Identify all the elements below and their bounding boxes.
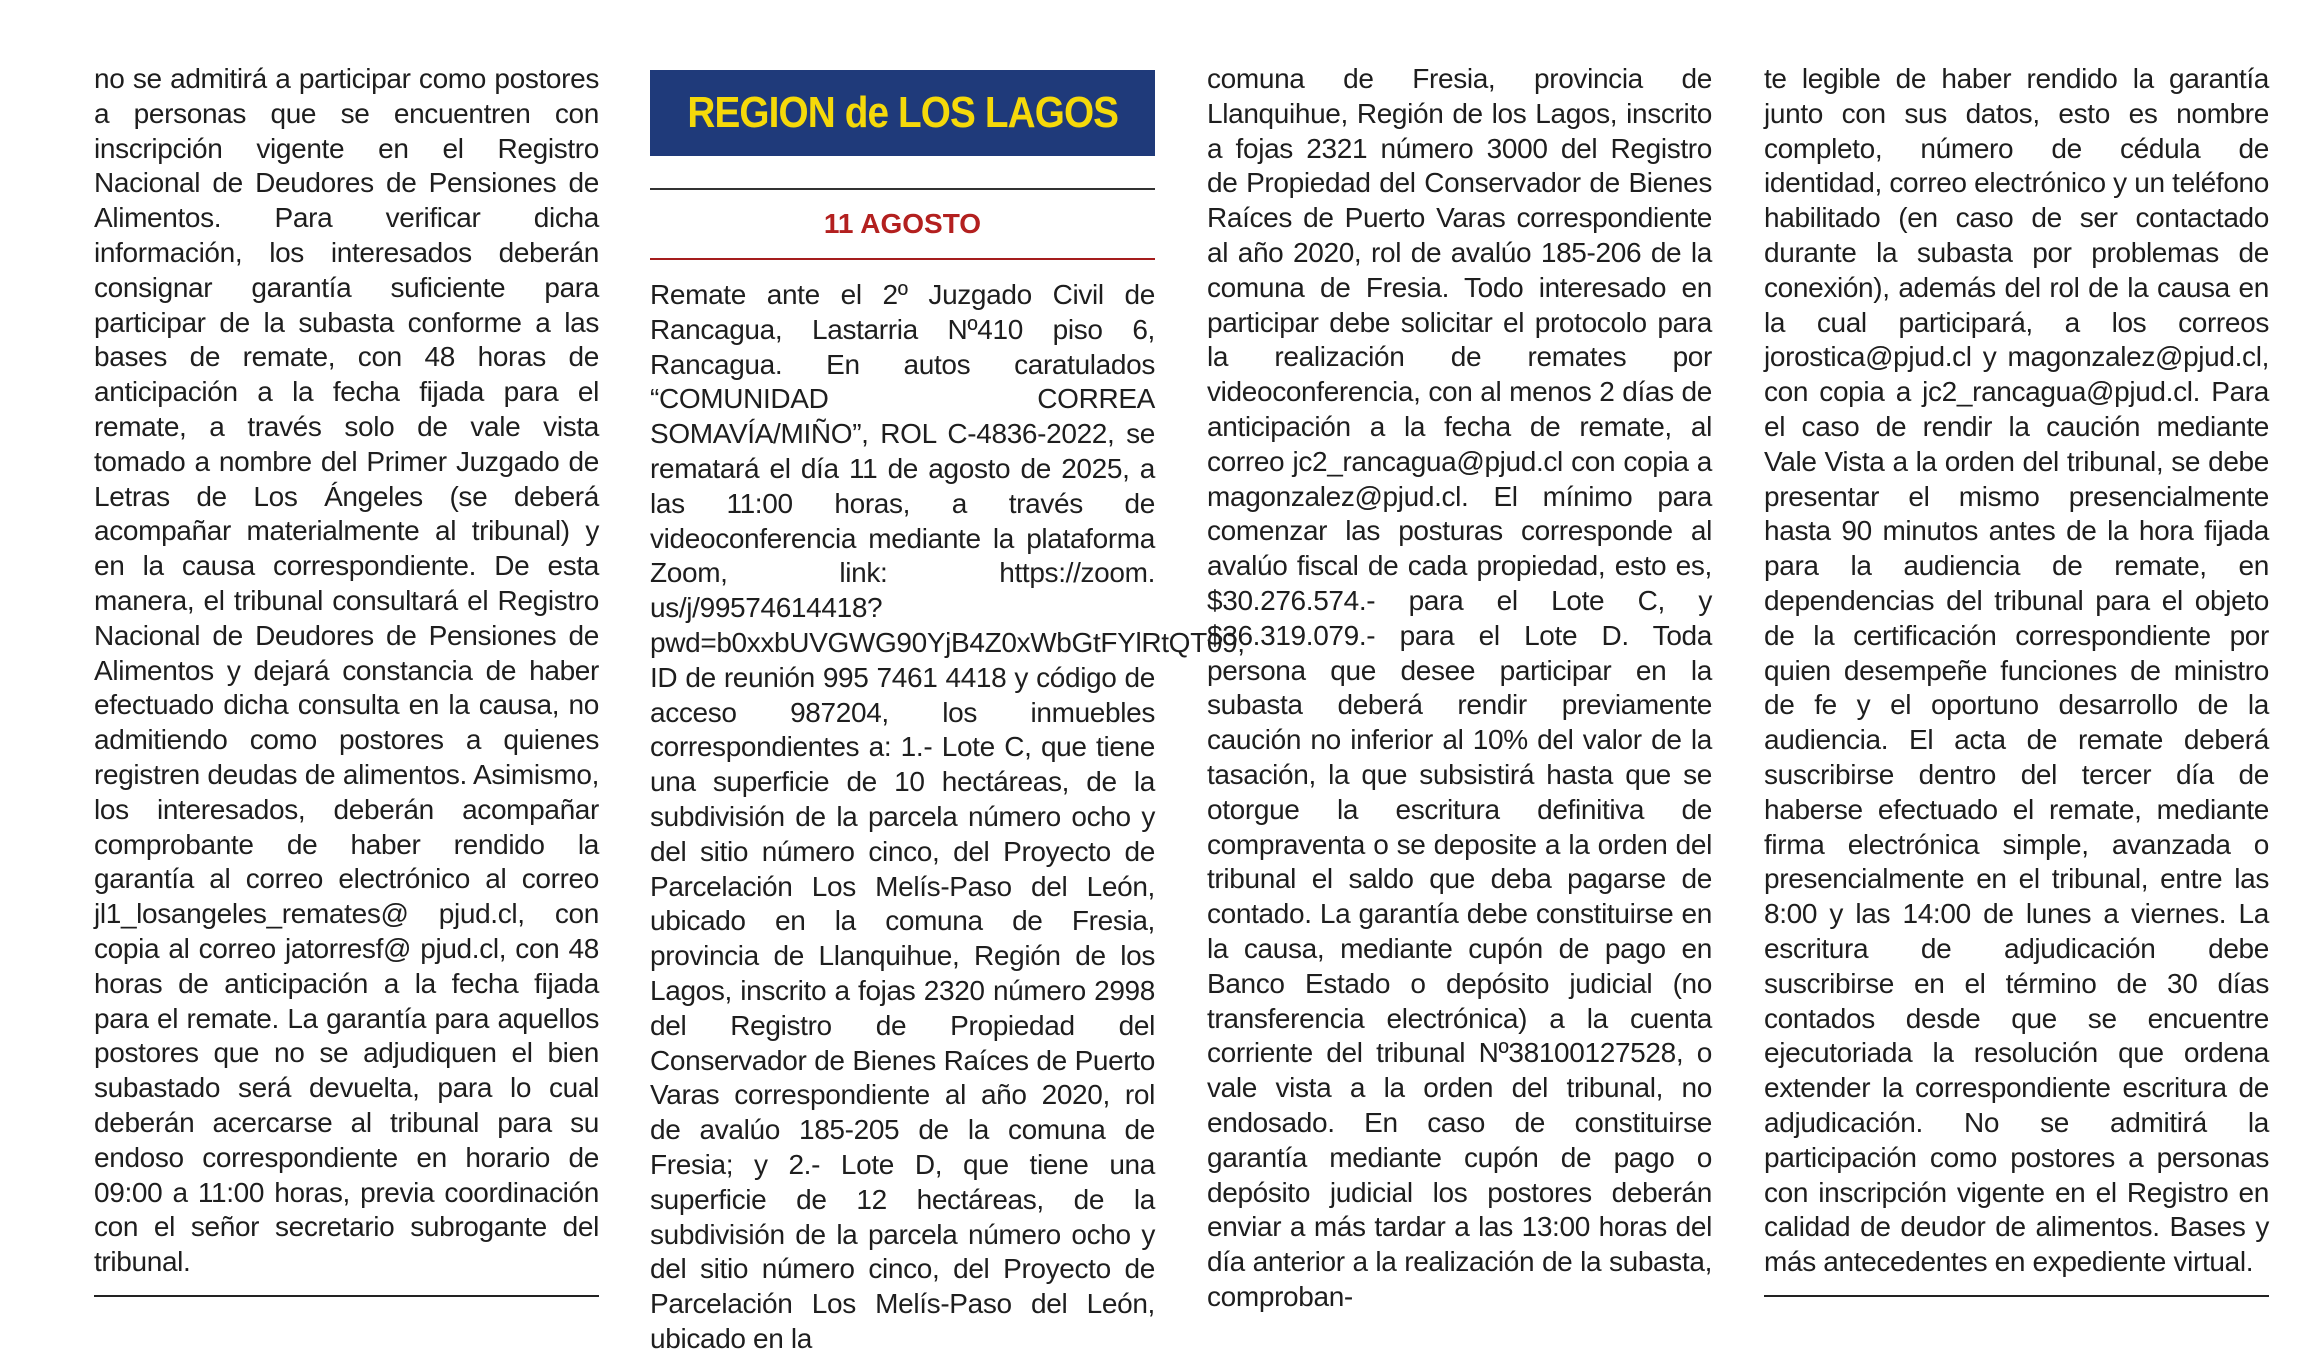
column-3 — [1207, 62, 1712, 1312]
column-1 — [94, 62, 599, 1277]
column-4-text: te legible de haber rendido la garantía junto con sus datos, esto es nombre completo, número de cédula de identidad, correo electrónico y un teléfono habilitado (en caso de ser contactado durante la subasta por problemas de conexión), además del rol de la causa en la cual participará, a los correos jorostica@pjud.cl y magonzalez@pjud.cl, con copia a jc2_rancagua@pjud.cl. Para el caso de rendir la caución mediante Vale Vista a la orden del tribunal, se debe presentar el mismo presencialmente hasta 90 minutos antes de la hora fijada para la audiencia de remate, en dependencias del tribunal para el objeto de la certificación correspondiente por quien desempeñe funciones de ministro de fe y el oportuno desarrollo de la audiencia. El acta de remate deberá suscribirse dentro del tercer día de haberse efectuado el remate, mediante firma electrónica simple, avanzada o presencialmente en el tribunal, entre las 8:00 y las 14:00 de lunes a viernes. La escritura de adjudicación debe suscribirse en el término de 30 días contados desde que se encuentre ejecutoriada la resolución que ordena extender la correspondiente escritura de adjudicación. No se admitirá la participación como postores a personas con inscripción vigente en el Registro en calidad de deudor de alimentos. Bases y más antecedentes en expediente virtual. — [1764, 63, 2269, 1278]
column-4 — [1764, 62, 2269, 1277]
column-2-text: Remate ante el 2º Juzgado Civil de Rancagua, Lastarria Nº410 piso 6, Rancagua. En autos caratulados “COMUNIDAD CORREA SOMAVÍA/MIÑO”, ROL C-4836-2022, se rematará el día 11 de agosto de 2025, a las 11:00 horas, a través de videoconferencia mediante la plataforma Zoom, link: https://zoom. us/j/99574614418?pwd=b0xxbUVGWG90YjB4Z0xWbGtFYlRtQT09, ID de reunión 995 7461 4418 y código de acceso 987204, los inmuebles correspondientes a: 1.- Lote C, que tiene una superficie de 10 hectáreas, de la subdivisión de la parcela número ocho y del sitio número cinco, del Proyecto de Parcelación Los Melís-Paso del León, ubicado en la comuna de Fresia, provincia de Llanquihue, Región de los Lagos, inscrito a fojas 2320 número 2998 del Registro de Propiedad del Conservador de Bienes Raíces de Puerto Varas correspondiente al año 2020, rol de avalúo 185-205 de la comuna de Fresia; y 2.- Lote D, que tiene una superficie de 12 hectáreas, de la subdivisión de la parcela número ocho y del sitio número cinco, del Proyecto de Parcelación Los Melís-Paso del León, ubicado en la — [650, 279, 1245, 1354]
section-date: 11 AGOSTO — [823, 208, 982, 239]
column-2 — [650, 70, 1245, 1354]
column-3-text: comuna de Fresia, provincia de Llanquihue, Región de los Lagos, inscrito a fojas 2321 número 3000 del Registro de Propiedad del Conservador de Bienes Raíces de Puerto Varas correspondiente al año 2020, rol de avalúo 185-206 de la comuna de Fresia. Todo interesado en participar debe solicitar el protocolo para la realización de remates por videoconferencia, con al menos 2 días de anticipación a la fecha de remate, al correo jc2_rancagua@pjud.cl con copia a magonzalez@pjud.cl. El mínimo para comenzar las posturas corresponde al avalúo fiscal de cada propiedad, esto es, $30.276.574.- para el Lote C, y $36.319.079.- para el Lote D. Toda persona que desee participar en la subasta deberá rendir previamente caución no inferior al 10% del valor de la tasación, la que subsistirá hasta que se otorgue la escritura definitiva de compraventa o se deposite a la orden del tribunal el saldo que deba pagarse de contado. La garantía debe constituirse en la causa, mediante cupón de pago en Banco Estado o depósito judicial (no transferencia electrónica) a la cuenta corriente del tribunal Nº38100127528, o vale vista a la orden del tribunal, no endosado. En caso de constituirse garantía mediante cupón de pago o depósito judicial los postores deberán enviar a más tardar a las 13:00 horas del día anterior a la realización de la subasta, comproban- — [1207, 63, 1712, 1312]
footer-rule-left — [94, 1295, 599, 1297]
region-banner-title: REGION de LOS LAGOS — [687, 88, 1118, 137]
region-banner — [650, 70, 1155, 156]
footer-rule-right — [1764, 1295, 2269, 1297]
column-1-text: no se admitirá a participar como postores a personas que se encuentren con inscripción vigente en el Registro Nacional de Deudores de Pensiones de Alimentos. Para verificar dicha información, los interesados deberán consignar garantía suficiente para participar de la subasta conforme a las bases de remate, con 48 horas de anticipación a la fecha fijada para el remate, a través solo de vale vista tomado a nombre del Primer Juzgado de Letras de Los Ángeles (se deberá acompañar materialmente al tribunal) y en la causa correspondiente. De esta manera, el tribunal consultará el Registro Nacional de Deudores de Pensiones de Alimentos y dejará constancia de haber efectuado dicha consulta en la causa, no admitiendo como postores a quienes registren deudas de alimentos. Asimismo, los interesados, deberán acompañar comprobante de haber rendido la garantía al correo electrónico al correo jl1_losangeles_remates@ pjud.cl, con copia al correo jatorresf@ pjud.cl, con 48 horas de anticipación a la fecha fijada para el remate. La garantía para aquellos postores que no se adjudiquen el bien subastado será devuelta, para lo cual deberán acercarse al tribunal para su endoso correspondiente en horario de 09:00 a 11:00 horas, previa coordinación con el señor secretario subrogante del tribunal. — [94, 63, 599, 1278]
